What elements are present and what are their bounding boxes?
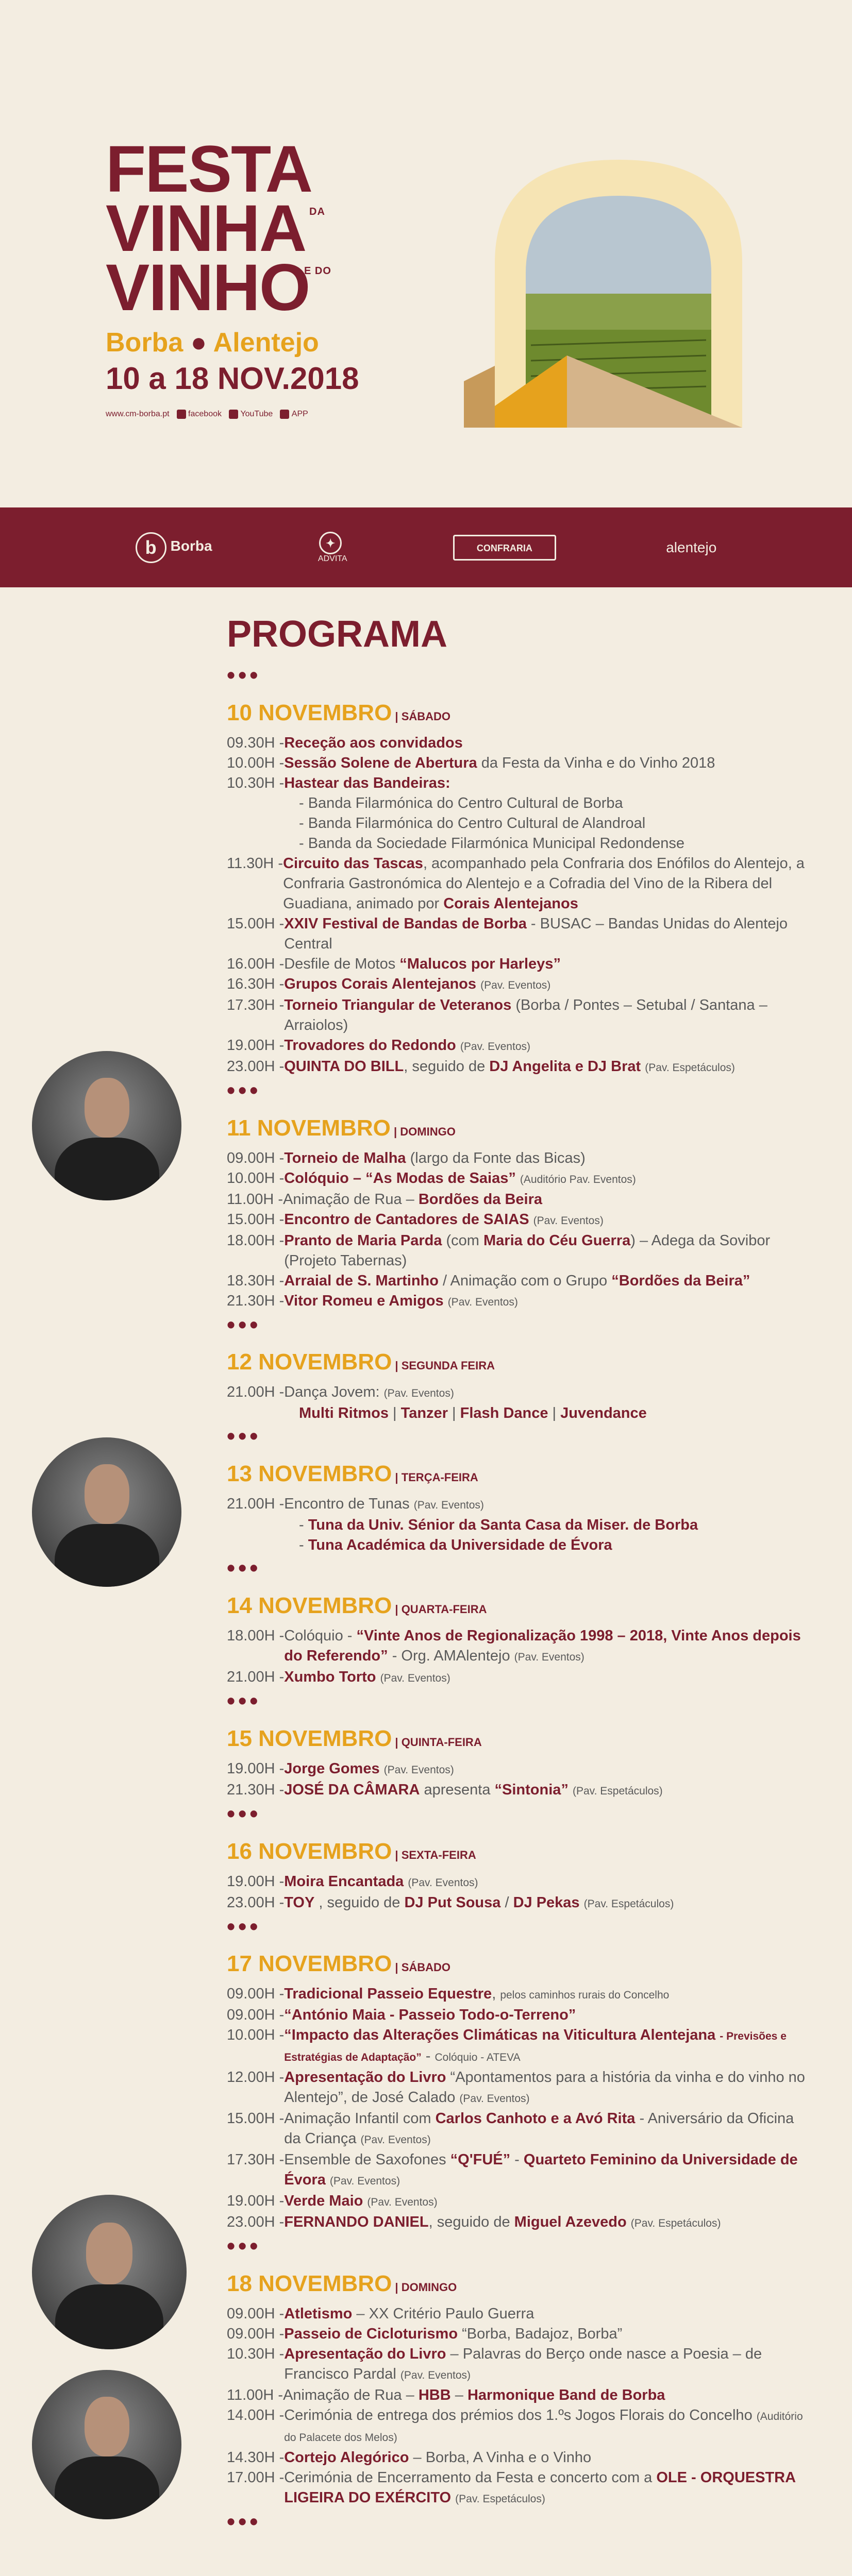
app-label[interactable]: APP: [291, 410, 308, 419]
divider-dots: •••: [227, 1912, 261, 1940]
programme-day: [227, 1725, 814, 1827]
event-row: [227, 854, 814, 914]
event-description: Atletismo – XX Critério Paulo Guerra: [284, 2306, 534, 2323]
event-time: 19.00H -: [227, 1760, 285, 1777]
event-description: Apresentação do Livro “Apontamentos para a história da vinha e do vinho no Alentejo”, de José Calado (Pav. Eventos): [284, 2069, 805, 2106]
event-row: [227, 995, 814, 1036]
event-row: [227, 2191, 814, 2212]
event-description: Animação de Rua – HBB – Harmonique Band de Borba: [283, 2387, 665, 2404]
event-description: Receção aos convidados: [284, 734, 463, 751]
artist-photo: [32, 1437, 181, 1587]
day-heading: 11 NOVEMBRO | DOMINGO: [227, 1115, 456, 1141]
event-row: [227, 2067, 814, 2109]
event-row: [227, 1893, 814, 1914]
event-description: Cerimónia de Encerramento da Festa e concerto com a OLE - ORQUESTRA LIGEIRA DO EXÉRCITO (Pav. Espetáculos): [284, 2469, 795, 2506]
divider-dots: •••: [227, 1311, 261, 1338]
event-time: 21.00H -: [227, 1496, 285, 1513]
event-time: 18.30H -: [227, 1272, 285, 1289]
event-row: [227, 2025, 814, 2067]
programme-day: [227, 700, 814, 1104]
event-description: Desfile de Motos “Malucos por Harleys”: [284, 955, 561, 972]
event-row: [227, 1382, 814, 1403]
event-time: 21.30H -: [227, 1292, 285, 1309]
logo-advita: ✦ ADVITA: [318, 532, 347, 564]
programme-day: [227, 1592, 814, 1714]
event-row: [227, 1626, 814, 1667]
event-time: 21.00H -: [227, 1384, 285, 1401]
event-description: FERNANDO DANIEL, seguido de Miguel Azevedo (Pav. Espetáculos): [284, 2214, 721, 2231]
artist-photo: [32, 2370, 181, 2519]
subtitle: [106, 327, 319, 358]
event-time: 18.00H -: [227, 1232, 285, 1249]
event-row: [227, 2344, 814, 2385]
event-row: [227, 1780, 814, 1801]
event-description: Grupos Corais Alentejanos (Pav. Eventos): [284, 975, 551, 992]
event-row: [227, 773, 814, 793]
event-time: 09.00H -: [227, 2007, 285, 2024]
divider-dots: •••: [227, 1076, 261, 1104]
event-time: 17.30H -: [227, 996, 285, 1013]
event-row: [227, 1148, 814, 1168]
event-description: Verde Maio (Pav. Eventos): [284, 2193, 438, 2210]
event-subitem: Multi Ritmos | Tanzer | Flash Dance | Juvendance: [299, 1405, 647, 1422]
festival-dates: 10 a 18 NOV.2018: [106, 361, 359, 396]
event-description: Cortejo Alegórico – Borba, A Vinha e o Vinho: [284, 2449, 592, 2466]
event-description: Passeio de Cicloturismo “Borba, Badajoz, Borba”: [284, 2326, 623, 2343]
artist-photo: [32, 2195, 187, 2349]
event-time: 09.30H -: [227, 734, 285, 751]
event-row: [227, 1984, 814, 2005]
event-row: [227, 2468, 814, 2509]
event-description: Encontro de Cantadores de SAIAS (Pav. Eventos): [284, 1211, 604, 1228]
event-time: 12.00H -: [227, 2069, 285, 2086]
title-edo: E DO: [304, 265, 331, 277]
event-time: 09.00H -: [227, 2326, 285, 2343]
day-heading: 14 NOVEMBRO | QUARTA-FEIRA: [227, 1592, 487, 1618]
event-time: 09.00H -: [227, 1149, 285, 1166]
day-heading: 17 NOVEMBRO | SÁBADO: [227, 1951, 451, 1977]
event-row: [227, 1210, 814, 1231]
event-time: 11.00H -: [227, 2387, 283, 2404]
event-time: 11.00H -: [227, 1191, 283, 1208]
event-time: 15.00H -: [227, 915, 285, 932]
logo-confraria: CONFRARIA: [453, 535, 560, 561]
event-time: 09.00H -: [227, 2306, 285, 2323]
programme-title: PROGRAMA: [227, 614, 447, 655]
event-description: Dança Jovem: (Pav. Eventos): [284, 1384, 454, 1401]
event-time: 21.30H -: [227, 1781, 285, 1798]
day-heading: 10 NOVEMBRO | SÁBADO: [227, 700, 451, 725]
event-row: [227, 1057, 814, 1078]
event-description: Colóquio - “Vinte Anos de Regionalização 1998 – 2018, Vinte Anos depois do Referendo” - Org. AMAlentejo (Pav. Eventos): [284, 1627, 801, 1664]
event-description: Colóquio – “As Modas de Saias” (Auditório Pav. Eventos): [284, 1170, 636, 1187]
vineyard-arch-illustration: [464, 139, 768, 428]
day-heading: 18 NOVEMBRO | DOMINGO: [227, 2271, 457, 2297]
event-row: [227, 1872, 814, 1893]
event-description: “Impacto das Alterações Climáticas na Viticultura Alentejana - Previsões e Estratégias de Adaptação” - Colóquio - ATEVA: [284, 2027, 787, 2065]
event-row: [227, 1036, 814, 1057]
event-row: [227, 2005, 814, 2025]
event-time: 17.00H -: [227, 2469, 285, 2486]
day-heading: 12 NOVEMBRO | SEGUNDA FEIRA: [227, 1349, 495, 1375]
programme-day: [227, 2271, 814, 2535]
social-links: [106, 410, 308, 419]
event-description: Sessão Solene de Abertura da Festa da Vinha e do Vinho 2018: [284, 754, 715, 771]
event-description: Tradicional Passeio Equestre, pelos caminhos rurais do Concelho: [284, 1986, 670, 2003]
event-row: [227, 1494, 814, 1515]
event-time: 10.00H -: [227, 754, 285, 771]
divider-dots: •••: [227, 1422, 261, 1450]
grape-icon: ●: [190, 328, 207, 358]
divider-dots: •••: [227, 2508, 261, 2535]
programme-day: [227, 1951, 814, 2260]
divider-dots: •••: [227, 662, 261, 688]
event-row: [227, 2109, 814, 2150]
event-time: 10.00H -: [227, 2027, 285, 2044]
event-time: 19.00H -: [227, 1037, 285, 1054]
youtube-icon[interactable]: [229, 410, 238, 419]
facebook-icon[interactable]: [177, 410, 186, 419]
event-description: “António Maia - Passeio Todo-o-Terreno”: [284, 2007, 576, 2024]
event-description: Hastear das Bandeiras:: [284, 774, 450, 791]
event-row: [227, 2448, 814, 2468]
logo-borba: b Borba: [136, 532, 212, 563]
event-row: [227, 733, 814, 753]
programme-day: [227, 1115, 814, 1338]
event-description: Torneio de Malha (largo da Fonte das Bicas): [284, 1149, 586, 1166]
event-time: 23.00H -: [227, 2214, 285, 2231]
event-row: [227, 1291, 814, 1312]
event-row: [227, 1168, 814, 1190]
title-line3: VINHO: [106, 251, 310, 325]
header: [0, 0, 852, 507]
title-line1: FESTA: [106, 132, 312, 206]
event-description: JOSÉ DA CÂMARA apresenta “Sintonia” (Pav. Espetáculos): [284, 1781, 663, 1798]
event-row: [227, 1271, 814, 1291]
event-row: [227, 2304, 814, 2324]
youtube-label[interactable]: YouTube: [240, 410, 273, 419]
event-row: [227, 1759, 814, 1780]
event-row: [227, 2212, 814, 2233]
programme: [227, 613, 814, 2547]
event-time: 10.00H -: [227, 1170, 285, 1187]
event-description: Encontro de Tunas (Pav. Eventos): [284, 1496, 484, 1513]
event-description: Animação Infantil com Carlos Canhoto e a Avó Rita - Aniversário da Oficina da Criança (Pav. Eventos): [284, 2110, 794, 2147]
event-time: 18.00H -: [227, 1627, 285, 1644]
event-row: [227, 2385, 814, 2405]
sponsor-logos: [0, 507, 852, 587]
event-row: [227, 1231, 814, 1271]
event-time: 09.00H -: [227, 1986, 285, 2003]
event-row: [227, 2150, 814, 2191]
logo-alentejo: alentejo: [666, 539, 717, 555]
event-subitem: - Banda Filarmónica do Centro Cultural de Alandroal: [299, 815, 646, 832]
title-line2: VINHA: [106, 192, 306, 265]
day-heading: 16 NOVEMBRO | SEXTA-FEIRA: [227, 1838, 476, 1864]
event-description: Xumbo Torto (Pav. Eventos): [284, 1668, 450, 1685]
event-description: Cerimónia de entrega dos prémios dos 1.ºs Jogos Florais do Concelho (Auditório do Palacete dos Melos): [284, 2407, 803, 2444]
event-subitem: - Banda Filarmónica do Centro Cultural de Borba: [299, 794, 623, 811]
title-da: DA: [309, 206, 325, 217]
event-row: [227, 914, 814, 954]
event-time: 21.00H -: [227, 1668, 285, 1685]
programme-day: [227, 1838, 814, 1940]
day-heading: 15 NOVEMBRO | QUINTA-FEIRA: [227, 1725, 482, 1751]
day-heading: 13 NOVEMBRO | TERÇA-FEIRA: [227, 1461, 478, 1487]
event-description: Pranto de Maria Parda (com Maria do Céu Guerra) – Adega da Sovibor (Projeto Tabernas): [284, 1232, 771, 1269]
divider-dots: •••: [227, 1687, 261, 1714]
event-subitem: - Tuna da Univ. Sénior da Santa Casa da Miser. de Borba: [299, 1517, 698, 1534]
app-icon[interactable]: [280, 410, 289, 419]
programme-day: [227, 1461, 814, 1582]
event-time: 16.30H -: [227, 975, 285, 992]
event-description: Animação de Rua – Bordões da Beira: [283, 1191, 542, 1208]
event-description: Jorge Gomes (Pav. Eventos): [284, 1760, 454, 1777]
facebook-label[interactable]: facebook: [188, 410, 222, 419]
event-time: 19.00H -: [227, 1873, 285, 1890]
event-description: QUINTA DO BILL, seguido de DJ Angelita e DJ Brat (Pav. Espetáculos): [284, 1058, 735, 1075]
divider-dots: •••: [227, 1800, 261, 1827]
event-time: 10.30H -: [227, 774, 285, 791]
divider-dots: •••: [227, 1554, 261, 1582]
subtitle-alentejo: Alentejo: [213, 328, 319, 358]
event-row: [227, 954, 814, 974]
divider-dots: •••: [227, 2232, 261, 2260]
event-description: Apresentação do Livro – Palavras do Berço onde nasce a Poesia – de Francisco Pardal (Pav. Eventos): [284, 2346, 762, 2383]
event-description: Ensemble de Saxofones “Q'FUÉ” - Quarteto Feminino da Universidade de Évora (Pav. Eventos): [284, 2151, 798, 2189]
event-time: 10.30H -: [227, 2346, 285, 2363]
event-row: [227, 2324, 814, 2344]
event-description: TOY , seguido de DJ Put Sousa / DJ Pekas (Pav. Espetáculos): [284, 1894, 674, 1911]
event-time: 23.00H -: [227, 1894, 285, 1911]
programme-days: [227, 700, 814, 2535]
event-row: [227, 1667, 814, 1688]
event-time: 16.00H -: [227, 955, 285, 972]
event-subitem: - Tuna Académica da Universidade de Évora: [299, 1537, 612, 1554]
event-description: Arraial de S. Martinho / Animação com o Grupo “Bordões da Beira”: [284, 1272, 750, 1289]
event-description: Trovadores do Redondo (Pav. Eventos): [284, 1037, 530, 1054]
event-subitem: - Banda da Sociedade Filarmónica Municipal Redondense: [299, 835, 685, 852]
event-time: 11.30H -: [227, 855, 283, 872]
event-row: [227, 2405, 814, 2448]
event-time: 15.00H -: [227, 1211, 285, 1228]
event-time: 23.00H -: [227, 1058, 285, 1075]
event-description: XXIV Festival de Bandas de Borba - BUSAC – Bandas Unidas do Alentejo Central: [284, 915, 788, 952]
programme-day: [227, 1349, 814, 1450]
event-description: Torneio Triangular de Veteranos (Borba / Pontes – Setubal / Santana – Arraiolos): [284, 996, 767, 1033]
event-description: Vitor Romeu e Amigos (Pav. Eventos): [284, 1292, 518, 1309]
event-description: Circuito das Tascas, acompanhado pela Confraria dos Enófilos do Alentejo, a Confraria Gastronómica do Alentejo e a Cofradia del Vino de la Ribera del Guadiana, animado por Corais Alentejanos: [283, 855, 805, 912]
subtitle-borba: Borba: [106, 328, 183, 358]
event-time: 14.30H -: [227, 2449, 285, 2466]
event-time: 15.00H -: [227, 2110, 285, 2127]
event-row: [227, 753, 814, 773]
artist-photo: [32, 1051, 181, 1200]
event-row: [227, 974, 814, 995]
event-row: [227, 1190, 814, 1210]
event-time: 14.00H -: [227, 2407, 285, 2424]
website-link[interactable]: www.cm-borba.pt: [106, 410, 170, 419]
event-time: 17.30H -: [227, 2151, 285, 2168]
event-time: 19.00H -: [227, 2193, 285, 2210]
event-description: Moira Encantada (Pav. Eventos): [284, 1873, 478, 1890]
